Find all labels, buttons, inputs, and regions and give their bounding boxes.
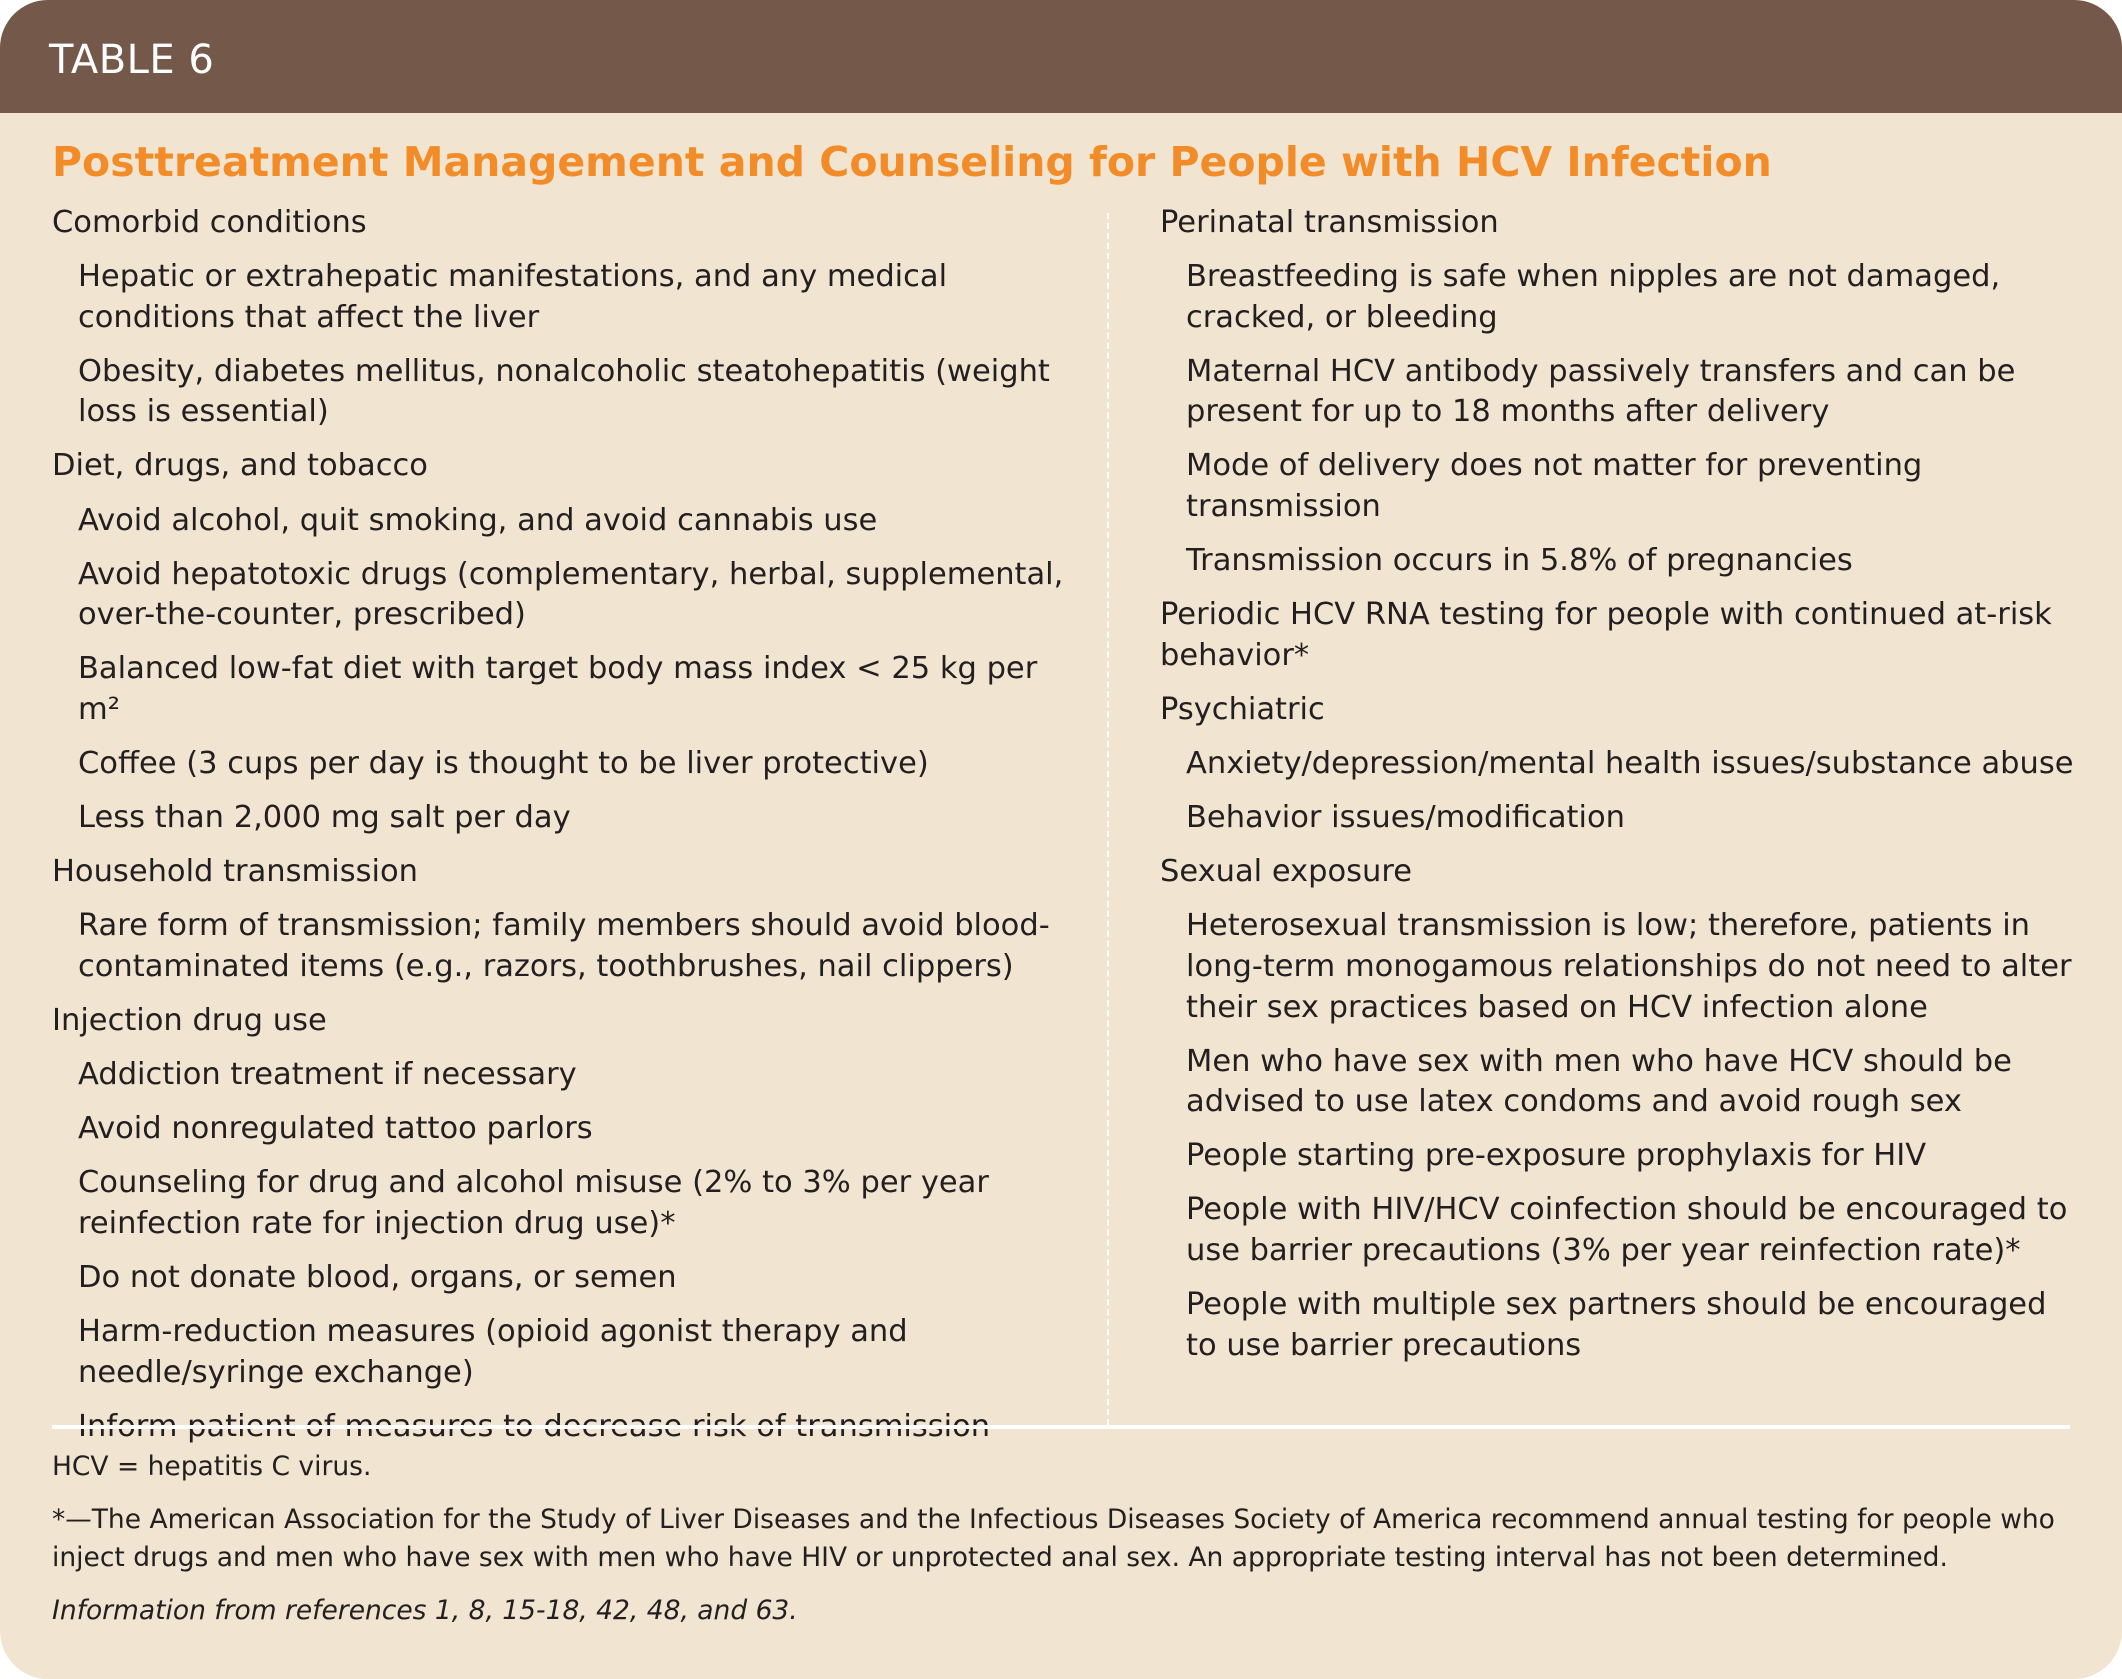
category-heading: Periodic HCV RNA testing for people with continued at-risk behavior* bbox=[1160, 597, 2052, 673]
list-item: Maternal HCV antibody passively transfers and can be present for up to 18 months after delivery bbox=[1186, 353, 2016, 430]
list-item: Harm-reduction measures (opioid agonist therapy and needle/syringe exchange) bbox=[78, 1314, 908, 1390]
list-item: Avoid nonregulated tattoo parlors bbox=[78, 1111, 593, 1147]
list-item: Rare form of transmission; family members should avoid blood-contaminated items (e.g., razors, toothbrushes, nail clippers) bbox=[78, 908, 1050, 984]
list-item: Addiction treatment if necessary bbox=[78, 1057, 577, 1093]
column-divider bbox=[1107, 213, 1109, 1425]
list-item: Coffee (3 cups per day is thought to be liver protective) bbox=[78, 746, 929, 782]
list-item: Counseling for drug and alcohol misuse (2% to 3% per year reinfection rate for injection drug use)* bbox=[78, 1165, 989, 1241]
list-item: Hepatic or extrahepatic manifestations, and any medical conditions that affect the liver bbox=[78, 259, 948, 335]
list-item: People starting pre-exposure prophylaxis for HIV bbox=[1186, 1138, 1927, 1174]
list-item: Transmission occurs in 5.8% of pregnancies bbox=[1186, 543, 1853, 579]
abbreviation-footnote: HCV = hepatitis C virus. bbox=[52, 1451, 372, 1482]
table-title: Posttreatment Management and Counseling for People with HCV Infection bbox=[52, 138, 1772, 186]
list-item: Avoid alcohol, quit smoking, and avoid cannabis use bbox=[78, 502, 878, 538]
list-item: People with multiple sex partners should be encouraged to use barrier precautions bbox=[1186, 1287, 2047, 1363]
source-footnote: Information from references 1, 8, 15-18, 42, 48, and 63. bbox=[52, 1595, 798, 1626]
list-item: Avoid hepatotoxic drugs (complementary, herbal, supplemental, over-the-counter, prescribed) bbox=[78, 556, 1064, 633]
list-item: Anxiety/depression/mental health issues/substance abuse bbox=[1186, 746, 2074, 782]
list-item: Heterosexual transmission is low; therefore, patients in long-term monogamous relationships do not need to alter their sex practices based on HCV infection alone bbox=[1186, 908, 2072, 1025]
list-item: Balanced low-fat diet with target body mass index < 25 kg per m² bbox=[78, 651, 1038, 727]
footer-divider bbox=[52, 1425, 2070, 1429]
right-column bbox=[1160, 203, 2080, 1380]
category-heading: Psychiatric bbox=[1160, 691, 1325, 727]
category-heading: Perinatal transmission bbox=[1160, 205, 1499, 240]
list-item: Less than 2,000 mg salt per day bbox=[78, 800, 571, 836]
table-label: TABLE 6 bbox=[49, 37, 215, 83]
list-item: Obesity, diabetes mellitus, nonalcoholic steatohepatitis (weight loss is essential) bbox=[78, 353, 1050, 430]
footnotes bbox=[52, 1448, 2082, 1645]
list-item: Breastfeeding is safe when nipples are not damaged, cracked, or bleeding bbox=[1186, 259, 2001, 335]
list-item: Inform patient of measures to decrease risk of transmission bbox=[78, 1408, 991, 1444]
left-column bbox=[52, 203, 1082, 1461]
asterisk-footnote: *—The American Association for the Study of Liver Diseases and the Infectious Diseases Society of America recommend annual testing for people who inject drugs and men who have sex with men who have HIV or unprotected anal sex. An appropriate testing interval has not been determined. bbox=[52, 1504, 2055, 1573]
category-heading: Comorbid conditions bbox=[52, 205, 367, 240]
category-heading: Household transmission bbox=[52, 854, 418, 890]
table-header-bar bbox=[0, 0, 2122, 113]
category-heading: Sexual exposure bbox=[1160, 854, 1412, 890]
list-item: Men who have sex with men who have HCV should be advised to use latex condoms and avoid rough sex bbox=[1186, 1043, 2012, 1120]
list-item: Do not donate blood, organs, or semen bbox=[78, 1259, 677, 1295]
list-item: Mode of delivery does not matter for preventing transmission bbox=[1186, 448, 1923, 525]
list-item: Behavior issues/modification bbox=[1186, 800, 1625, 836]
list-item: People with HIV/HCV coinfection should be encouraged to use barrier precautions (3% per year reinfection rate)* bbox=[1186, 1192, 2068, 1268]
category-heading: Diet, drugs, and tobacco bbox=[52, 448, 428, 484]
category-heading: Injection drug use bbox=[52, 1003, 327, 1038]
